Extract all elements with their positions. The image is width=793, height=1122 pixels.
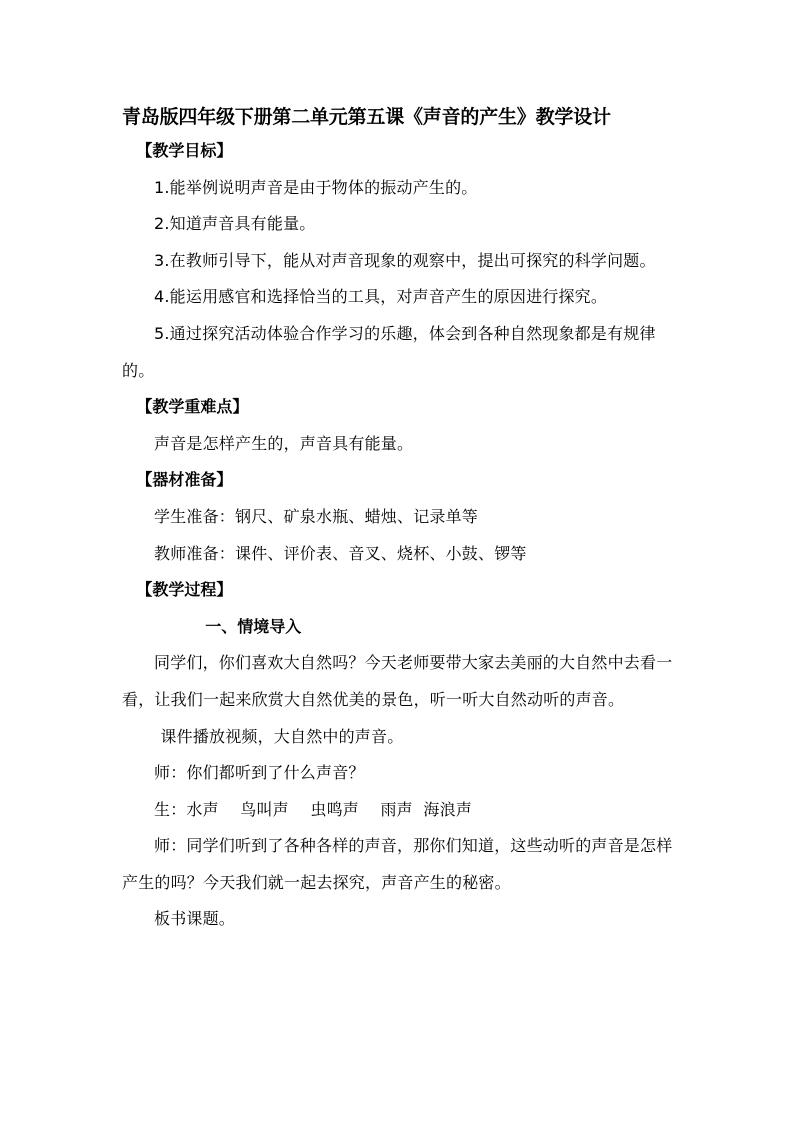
document-title: 青岛版四年级下册第二单元第五课《声音的产生》教学设计 xyxy=(122,106,611,128)
paragraph: 师：你们都听到了什么声音？ xyxy=(154,763,365,783)
student-materials: 学生准备：钢尺、矿泉水瓶、蜡烛、记录单等 xyxy=(154,506,479,526)
key-points-heading: 【教学重难点】 xyxy=(136,397,249,417)
paragraph: 师：同学们听到了各种各样的声音，那你们知道，这些动听的声音是怎样产生的吗？今天我们就一起去探究，声音产生的秘密。 xyxy=(122,836,673,892)
teacher-materials: 教师准备：课件、评价表、音叉、烧杯、小鼓、锣等 xyxy=(154,543,527,563)
section-heading: 一、情境导入 xyxy=(205,616,302,636)
paragraph: 生：水声 鸟叫声 虫鸣声 雨声 海浪声 xyxy=(154,799,473,819)
objective-item: 4.能运用感官和选择恰当的工具，对声音产生的原因进行探究。 xyxy=(154,287,608,307)
process-heading: 【教学过程】 xyxy=(136,580,233,600)
objectives-heading: 【教学目标】 xyxy=(136,141,233,160)
materials-heading: 【器材准备】 xyxy=(136,470,233,490)
objective-item: 3.在教师引导下，能从对声音现象的观察中，提出可探究的科学问题。 xyxy=(154,250,656,270)
key-points-text: 声音是怎样产生的，声音具有能量。 xyxy=(154,433,414,453)
paragraph: 板书课题。 xyxy=(154,909,236,929)
objective-item: 1.能举例说明声音是由于物体的振动产生的。 xyxy=(154,177,478,197)
paragraph: 同学们，你们喜欢大自然吗？今天老师要带大家去美丽的大自然中去看一看，让我们一起来欣赏大自然优美的景色，听一听大自然动听的声音。 xyxy=(122,653,673,709)
paragraph: 课件播放视频，大自然中的声音。 xyxy=(160,726,404,746)
document-body xyxy=(122,101,678,938)
objective-item: 2.知道声音具有能量。 xyxy=(154,214,316,234)
objective-item: 5.通过探究活动体验合作学习的乐趣，体会到各种自然现象都是有规律的。 xyxy=(122,323,656,380)
